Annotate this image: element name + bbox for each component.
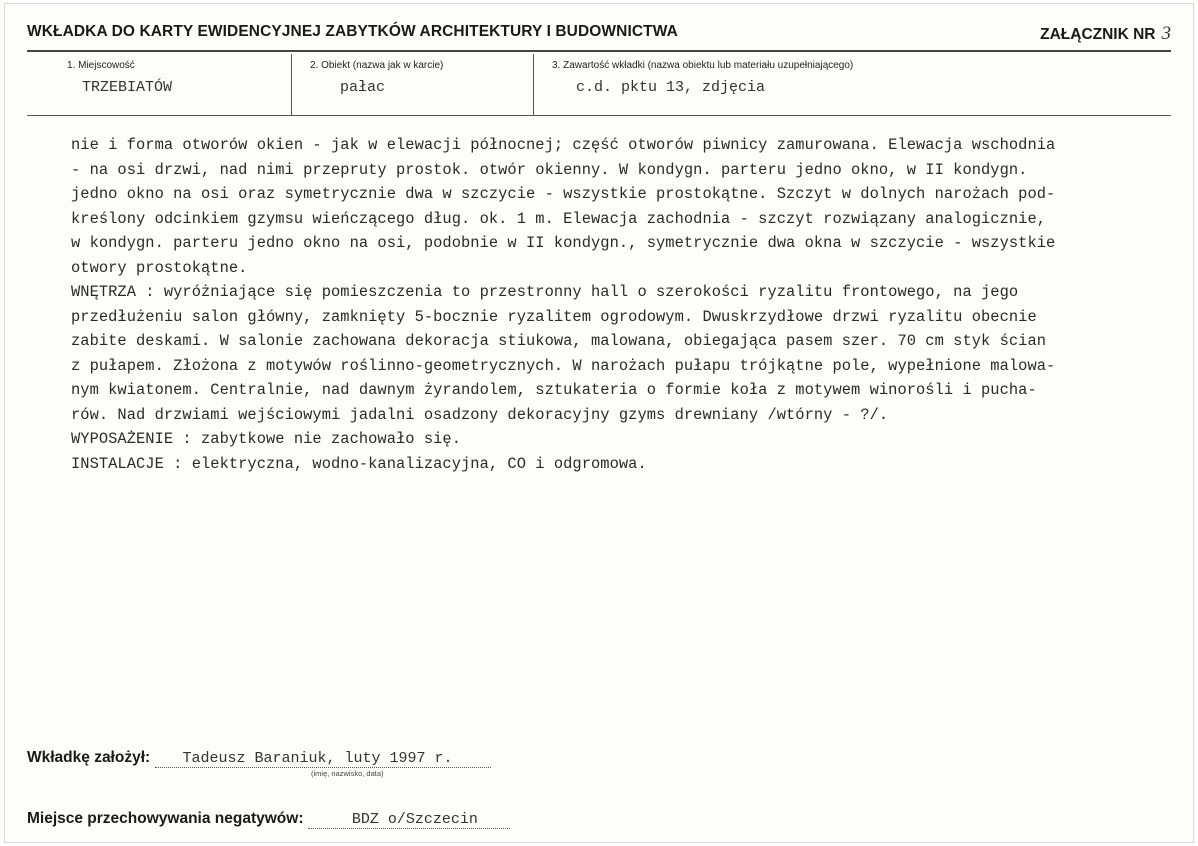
field-contents-label: 3. Zawartość wkładki (nazwa obiektu lub materiału uzupełniającego): [552, 60, 854, 71]
text-line: w kondygn. parteru jedno okno na osi, podobnie w II kondygn., symetrycznie dwa okna w szczycie - wszystkie: [71, 234, 1056, 252]
field-object-label: 2. Obiekt (nazwa jak w karcie): [310, 60, 444, 71]
card-title: WKŁADKA DO KARTY EWIDENCYJNEJ ZABYTKÓW ARCHITEKTURY I BUDOWNICTWA: [27, 23, 678, 40]
typed-description: [71, 133, 1161, 476]
field-contents: [534, 54, 1171, 115]
text-line: nie i forma otworów okien - jak w elewacji północnej; część otworów piwnicy zamurowana. Elewacja wschodnia: [71, 136, 1056, 154]
founded-by-label: Wkładkę założył:: [27, 749, 151, 766]
header-fields: [27, 54, 1171, 116]
text-line: rów. Nad drzwiami wejściowymi jadalni osadzony dekoracyjny gzyms drewniany /wtórny - ?/.: [71, 405, 889, 424]
text-line: kreślony odcinkiem gzymsu wieńczącego dług. ok. 1 m. Elewacja zachodnia - szczyt rozwiązany analogicznie,: [71, 209, 1047, 228]
field-locality-label: 1. Miejscowość: [67, 60, 135, 71]
founded-by-row: [27, 749, 491, 768]
founded-by-value: Tadeusz Baraniuk, luty 1997 r.: [155, 750, 491, 768]
text-line: WNĘTRZA : wyróżniające się pomieszczenia to przestronny hall o szerokości ryzalitu frontowego, na jego: [71, 283, 1019, 301]
text-line: nym kwiatonem. Centralnie, nad dawnym żyrandolem, sztukateria o formie koła z motywem winorośli i pucha-: [71, 381, 1037, 399]
text-line: z pułapem. Złożona z motywów roślinno-geometrycznych. W narożach pułapu trójkątne pole, wypełnione malowa-: [71, 356, 1056, 375]
negatives-label: Miejsce przechowywania negatywów:: [27, 810, 304, 827]
field-object-value: pałac: [340, 79, 386, 96]
text-line: - na osi drzwi, nad nimi przepruty prostok. otwór okienny. W kondygn. parteru jedno okno, w II kondygn.: [71, 160, 1028, 179]
negatives-value: BDZ o/Szczecin: [308, 811, 510, 829]
text-line: INSTALACJE : elektryczna, wodno-kanalizacyjna, CO i odgromowa.: [71, 454, 647, 473]
field-locality-value: TRZEBIATÓW: [82, 79, 173, 96]
field-object: [292, 54, 534, 115]
annex-number: 3: [1161, 23, 1171, 44]
text-line: zabite deskami. W salonie zachowana dekoracja stiukowa, malowana, obiegająca pasem szer. 70 cm styk ścian: [71, 332, 1047, 350]
founded-by-hint: (imię, nazwisko, data): [311, 769, 384, 778]
field-contents-value: c.d. pktu 13, zdjęcia: [576, 79, 766, 96]
field-locality: [27, 54, 292, 115]
text-line: otwory prostokątne.: [71, 258, 248, 277]
header-rule: [27, 50, 1171, 52]
text-line: przedłużeniu salon główny, zamknięty 5-bocznie ryzalitem ogrodowym. Dwuskrzydłowe drzwi ryzalitu obecnie: [71, 307, 1037, 326]
annex-label-text: ZAŁĄCZNIK NR: [1040, 26, 1156, 43]
text-line: WYPOSAŻENIE : zabytkowe nie zachowało się.: [71, 430, 462, 448]
negatives-row: [27, 810, 510, 829]
text-line: jedno okno na osi oraz symetrycznie dwa w szczycie - wszystkie prostokątne. Szczyt w dolnych narożach pod-: [71, 185, 1056, 203]
record-card: [4, 3, 1194, 843]
annex-label: [1040, 23, 1171, 45]
